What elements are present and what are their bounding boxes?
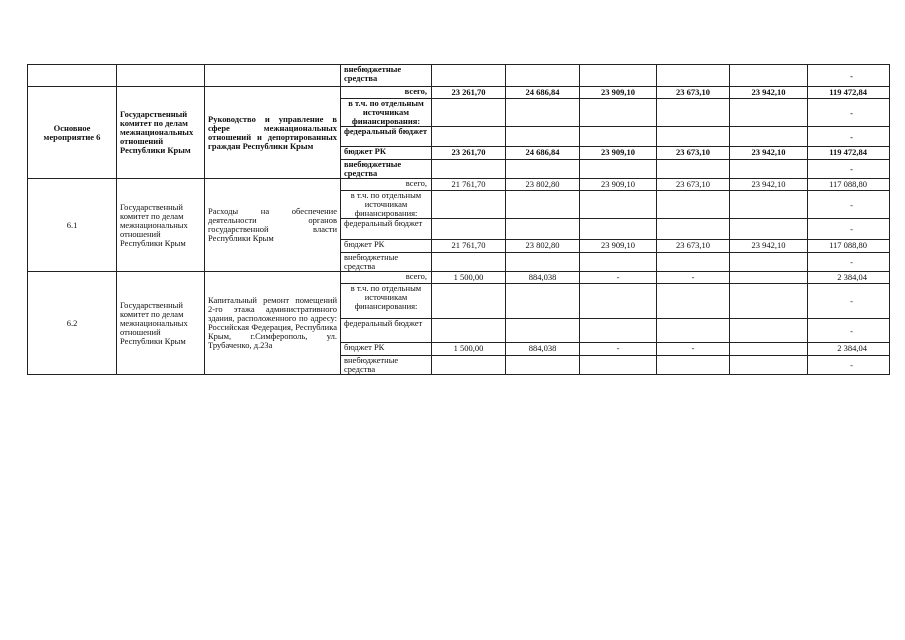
year-value-cell bbox=[432, 191, 506, 219]
year-value-cell bbox=[506, 253, 580, 272]
year-value-cell bbox=[657, 191, 730, 219]
total-value-cell: - bbox=[808, 356, 890, 375]
total-value-cell: - bbox=[808, 319, 890, 343]
year-value-cell bbox=[432, 160, 506, 179]
total-value-cell: 117 088,80 bbox=[808, 179, 890, 191]
year-value-cell bbox=[730, 343, 808, 356]
funding-source-cell: в т.ч. по отдельным источникам финансирования: bbox=[341, 99, 432, 127]
table-row bbox=[28, 65, 890, 87]
funding-source-cell: федеральный бюджет bbox=[341, 127, 432, 147]
measure-name-cell: Расходы на обеспечение деятельности органов государственной власти Республики Крым bbox=[205, 179, 341, 272]
year-value-cell bbox=[730, 99, 808, 127]
executor-cell: Государственный комитет по делам межнациональных отношений Республики Крым bbox=[117, 179, 205, 272]
year-value-cell bbox=[506, 99, 580, 127]
funding-source-cell: в т.ч. по отдельным источникам финансирования: bbox=[341, 284, 432, 319]
year-value-cell: 884,038 bbox=[506, 343, 580, 356]
year-value-cell: 23 802,80 bbox=[506, 179, 580, 191]
year-value-cell: - bbox=[657, 272, 730, 284]
total-value-cell: - bbox=[808, 219, 890, 240]
total-value-cell: - bbox=[808, 65, 890, 87]
budget-table bbox=[27, 64, 890, 375]
year-value-cell: 23 909,10 bbox=[580, 147, 657, 160]
year-value-cell bbox=[730, 356, 808, 375]
funding-source-cell: бюджет РК bbox=[341, 147, 432, 160]
year-value-cell bbox=[730, 253, 808, 272]
year-value-cell bbox=[730, 319, 808, 343]
total-value-cell: 2 384,04 bbox=[808, 272, 890, 284]
year-value-cell: 23 909,10 bbox=[580, 179, 657, 191]
funding-source-cell: внебюджетные средства bbox=[341, 65, 432, 87]
year-value-cell bbox=[657, 253, 730, 272]
year-value-cell: 1 500,00 bbox=[432, 272, 506, 284]
year-value-cell bbox=[580, 284, 657, 319]
funding-source-cell: внебюджетные средства bbox=[341, 356, 432, 375]
year-value-cell bbox=[730, 272, 808, 284]
year-value-cell bbox=[432, 284, 506, 319]
measure-cell bbox=[28, 65, 117, 87]
year-value-cell bbox=[580, 253, 657, 272]
total-value-cell: - bbox=[808, 253, 890, 272]
measure-name-cell bbox=[205, 65, 341, 87]
year-value-cell bbox=[657, 319, 730, 343]
year-value-cell: - bbox=[657, 343, 730, 356]
year-value-cell: 23 802,80 bbox=[506, 240, 580, 253]
year-value-cell bbox=[432, 65, 506, 87]
year-value-cell: - bbox=[580, 272, 657, 284]
year-value-cell bbox=[506, 160, 580, 179]
measure-name-cell: Капитальный ремонт помещений 2-го этажа административного здания, расположенного по адресу: Российская Федерация, Республика Крым, г.Симферополь, ул. Трубаченко, д.23а bbox=[205, 272, 341, 375]
total-value-cell: 117 088,80 bbox=[808, 240, 890, 253]
year-value-cell bbox=[730, 160, 808, 179]
year-value-cell: 21 761,70 bbox=[432, 240, 506, 253]
year-value-cell bbox=[432, 319, 506, 343]
year-value-cell: 23 673,10 bbox=[657, 147, 730, 160]
year-value-cell: 23 942,10 bbox=[730, 179, 808, 191]
executor-cell bbox=[117, 65, 205, 87]
year-value-cell bbox=[432, 99, 506, 127]
total-value-cell: 119 472,84 bbox=[808, 87, 890, 99]
executor-cell: Государственный комитет по делам межнациональных отношений Республики Крым bbox=[117, 272, 205, 375]
funding-source-cell: внебюджетные средства bbox=[341, 253, 432, 272]
funding-source-cell: в т.ч. по отдельным источникам финансирования: bbox=[341, 191, 432, 219]
year-value-cell bbox=[506, 65, 580, 87]
year-value-cell bbox=[657, 127, 730, 147]
year-value-cell bbox=[580, 319, 657, 343]
table-row bbox=[28, 179, 890, 191]
year-value-cell bbox=[506, 319, 580, 343]
total-value-cell: - bbox=[808, 160, 890, 179]
year-value-cell bbox=[657, 99, 730, 127]
year-value-cell bbox=[506, 356, 580, 375]
funding-source-cell: бюджет РК bbox=[341, 240, 432, 253]
year-value-cell bbox=[657, 284, 730, 319]
total-value-cell: - bbox=[808, 127, 890, 147]
funding-source-cell: федеральный бюджет bbox=[341, 219, 432, 240]
year-value-cell bbox=[657, 219, 730, 240]
year-value-cell bbox=[432, 127, 506, 147]
year-value-cell: 1 500,00 bbox=[432, 343, 506, 356]
funding-source-cell: внебюджетные средства bbox=[341, 160, 432, 179]
total-value-cell: 119 472,84 bbox=[808, 147, 890, 160]
year-value-cell bbox=[730, 191, 808, 219]
year-value-cell: 23 673,10 bbox=[657, 240, 730, 253]
year-value-cell bbox=[657, 160, 730, 179]
year-value-cell bbox=[580, 219, 657, 240]
total-value-cell: - bbox=[808, 191, 890, 219]
funding-source-cell: всего, bbox=[341, 179, 432, 191]
year-value-cell: 23 673,10 bbox=[657, 179, 730, 191]
year-value-cell bbox=[730, 284, 808, 319]
table-row bbox=[28, 87, 890, 99]
year-value-cell: 23 942,10 bbox=[730, 147, 808, 160]
year-value-cell bbox=[432, 253, 506, 272]
year-value-cell bbox=[580, 65, 657, 87]
year-value-cell: 24 686,84 bbox=[506, 87, 580, 99]
funding-source-cell: всего, bbox=[341, 272, 432, 284]
funding-source-cell: бюджет РК bbox=[341, 343, 432, 356]
total-value-cell: - bbox=[808, 99, 890, 127]
year-value-cell: - bbox=[580, 343, 657, 356]
executor-cell: Государственный комитет по делам межнациональных отношений Республики Крым bbox=[117, 87, 205, 179]
total-value-cell: 2 384,04 bbox=[808, 343, 890, 356]
year-value-cell bbox=[432, 219, 506, 240]
year-value-cell: 23 261,70 bbox=[432, 87, 506, 99]
measure-cell: 6.1 bbox=[28, 179, 117, 272]
year-value-cell bbox=[506, 127, 580, 147]
year-value-cell: 23 673,10 bbox=[657, 87, 730, 99]
measure-name-cell: Руководство и управление в сфере межнациональных отношений и депортированных граждан Республики Крым bbox=[205, 87, 341, 179]
year-value-cell: 24 686,84 bbox=[506, 147, 580, 160]
measure-cell: 6.2 bbox=[28, 272, 117, 375]
year-value-cell: 23 942,10 bbox=[730, 240, 808, 253]
year-value-cell bbox=[506, 284, 580, 319]
total-value-cell: - bbox=[808, 284, 890, 319]
year-value-cell bbox=[730, 219, 808, 240]
year-value-cell: 23 261,70 bbox=[432, 147, 506, 160]
year-value-cell bbox=[730, 127, 808, 147]
year-value-cell bbox=[432, 356, 506, 375]
year-value-cell bbox=[657, 356, 730, 375]
year-value-cell bbox=[657, 65, 730, 87]
year-value-cell: 23 909,10 bbox=[580, 87, 657, 99]
year-value-cell: 23 942,10 bbox=[730, 87, 808, 99]
year-value-cell bbox=[506, 219, 580, 240]
year-value-cell bbox=[580, 160, 657, 179]
year-value-cell: 23 909,10 bbox=[580, 240, 657, 253]
measure-cell: Основное мероприятие 6 bbox=[28, 87, 117, 179]
year-value-cell bbox=[730, 65, 808, 87]
year-value-cell: 21 761,70 bbox=[432, 179, 506, 191]
table-row bbox=[28, 272, 890, 284]
year-value-cell bbox=[580, 356, 657, 375]
year-value-cell bbox=[580, 191, 657, 219]
year-value-cell bbox=[506, 191, 580, 219]
year-value-cell: 884,038 bbox=[506, 272, 580, 284]
year-value-cell bbox=[580, 99, 657, 127]
funding-source-cell: федеральный бюджет bbox=[341, 319, 432, 343]
year-value-cell bbox=[580, 127, 657, 147]
funding-source-cell: всего, bbox=[341, 87, 432, 99]
